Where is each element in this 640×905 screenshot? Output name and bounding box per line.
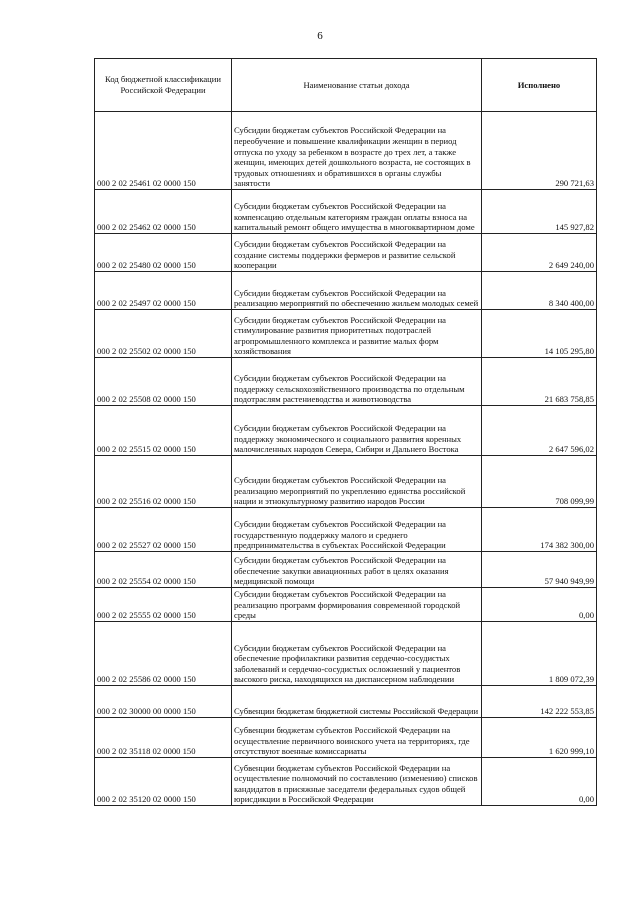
code-cell: 000 2 02 35120 02 0000 150	[95, 758, 232, 806]
amount-cell: 0,00	[482, 588, 597, 622]
name-cell: Субсидии бюджетам субъектов Российской Федерации на компенсацию отдельным категориям граждан оплаты взноса на капитальный ремонт общего имущества в многоквартирном доме	[232, 190, 482, 234]
amount-cell: 142 222 553,85	[482, 686, 597, 718]
table-row	[95, 758, 597, 806]
table-row	[95, 622, 597, 686]
table-row	[95, 272, 597, 310]
code-cell: 000 2 02 25515 02 0000 150	[95, 406, 232, 456]
amount-cell: 290 721,63	[482, 112, 597, 190]
name-cell: Субсидии бюджетам субъектов Российской Федерации на реализацию программ формирования современной городской среды	[232, 588, 482, 622]
code-cell: 000 2 02 25497 02 0000 150	[95, 272, 232, 310]
header-name: Наименование статьи дохода	[232, 59, 482, 112]
name-cell: Субсидии бюджетам субъектов Российской Федерации на поддержку экономического и социального развития коренных малочисленных народов Севера, Сибири и Дальнего Востока	[232, 406, 482, 456]
amount-cell: 708 099,99	[482, 456, 597, 508]
code-cell: 000 2 02 25462 02 0000 150	[95, 190, 232, 234]
page-number: 6	[317, 30, 323, 42]
table-row	[95, 552, 597, 588]
code-cell: 000 2 02 25461 02 0000 150	[95, 112, 232, 190]
table-row	[95, 686, 597, 718]
name-cell: Субсидии бюджетам субъектов Российской Федерации на создание системы поддержки фермеров и развитие сельской кооперации	[232, 234, 482, 272]
table-row	[95, 406, 597, 456]
code-cell: 000 2 02 25480 02 0000 150	[95, 234, 232, 272]
name-cell: Субсидии бюджетам субъектов Российской Федерации на поддержку сельскохозяйственного производства по отдельным подотраслям растениеводства и животноводства	[232, 358, 482, 406]
header-code: Код бюджетной классификации Российской Федерации	[95, 59, 232, 112]
amount-cell: 21 683 758,85	[482, 358, 597, 406]
amount-cell: 8 340 400,00	[482, 272, 597, 310]
name-cell: Субвенции бюджетам субъектов Российской Федерации на осуществление полномочий по составлению (изменению) списков кандидатов в присяжные заседатели федеральных судов общей юрисдикции в Российской Федерации	[232, 758, 482, 806]
amount-cell: 2 647 596,02	[482, 406, 597, 456]
table-row	[95, 588, 597, 622]
table-row	[95, 112, 597, 190]
amount-cell: 1 809 072,39	[482, 622, 597, 686]
code-cell: 000 2 02 30000 00 0000 150	[95, 686, 232, 718]
code-cell: 000 2 02 25516 02 0000 150	[95, 456, 232, 508]
amount-cell: 174 382 300,00	[482, 508, 597, 552]
amount-cell: 57 940 949,99	[482, 552, 597, 588]
name-cell: Субсидии бюджетам субъектов Российской Федерации на стимулирование развития приоритетных подотраслей агропромышленного комплекса и развитие малых форм хозяйствования	[232, 310, 482, 358]
table-body	[95, 112, 597, 806]
name-cell: Субсидии бюджетам субъектов Российской Федерации на реализацию мероприятий по укреплению единства российской нации и этнокультурному развитию народов России	[232, 456, 482, 508]
code-cell: 000 2 02 25554 02 0000 150	[95, 552, 232, 588]
code-cell: 000 2 02 35118 02 0000 150	[95, 718, 232, 758]
table-row	[95, 190, 597, 234]
header-amount: Исполнено	[482, 59, 597, 112]
table-row	[95, 718, 597, 758]
table-row	[95, 508, 597, 552]
name-cell: Субсидии бюджетам субъектов Российской Федерации на обеспечение закупки авиационных работ в целях оказания медицинской помощи	[232, 552, 482, 588]
amount-cell: 14 105 295,80	[482, 310, 597, 358]
code-cell: 000 2 02 25586 02 0000 150	[95, 622, 232, 686]
table-row	[95, 358, 597, 406]
code-cell: 000 2 02 25508 02 0000 150	[95, 358, 232, 406]
code-cell: 000 2 02 25502 02 0000 150	[95, 310, 232, 358]
code-cell: 000 2 02 25555 02 0000 150	[95, 588, 232, 622]
name-cell: Субсидии бюджетам субъектов Российской Федерации на государственную поддержку малого и среднего предпринимательства в субъектах Российской Федерации	[232, 508, 482, 552]
table-header-row	[95, 59, 597, 112]
amount-cell: 1 620 999,10	[482, 718, 597, 758]
table-row	[95, 310, 597, 358]
name-cell: Субсидии бюджетам субъектов Российской Федерации на переобучение и повышение квалификации женщин в период отпуска по уходу за ребенком в возрасте до трех лет, а также женщин, имеющих детей дошкольного возраста, не состоящих в трудовых отношениях и обратившихся в органы службы занятости	[232, 112, 482, 190]
code-cell: 000 2 02 25527 02 0000 150	[95, 508, 232, 552]
table-row	[95, 456, 597, 508]
name-cell: Субсидии бюджетам субъектов Российской Федерации на обеспечение профилактики развития сердечно-сосудистых заболеваний и сердечно-сосудистых осложнений у пациентов высокого риска, находящихся на диспансерном наблюдении	[232, 622, 482, 686]
amount-cell: 145 927,82	[482, 190, 597, 234]
revenue-table	[94, 58, 597, 806]
amount-cell: 2 649 240,00	[482, 234, 597, 272]
amount-cell: 0,00	[482, 758, 597, 806]
name-cell: Субвенции бюджетам бюджетной системы Российской Федерации	[232, 686, 482, 718]
name-cell: Субвенции бюджетам субъектов Российской Федерации на осуществление первичного воинского учета на территориях, где отсутствуют военные комиссариаты	[232, 718, 482, 758]
table-row	[95, 234, 597, 272]
name-cell: Субсидии бюджетам субъектов Российской Федерации на реализацию мероприятий по обеспечению жильем молодых семей	[232, 272, 482, 310]
